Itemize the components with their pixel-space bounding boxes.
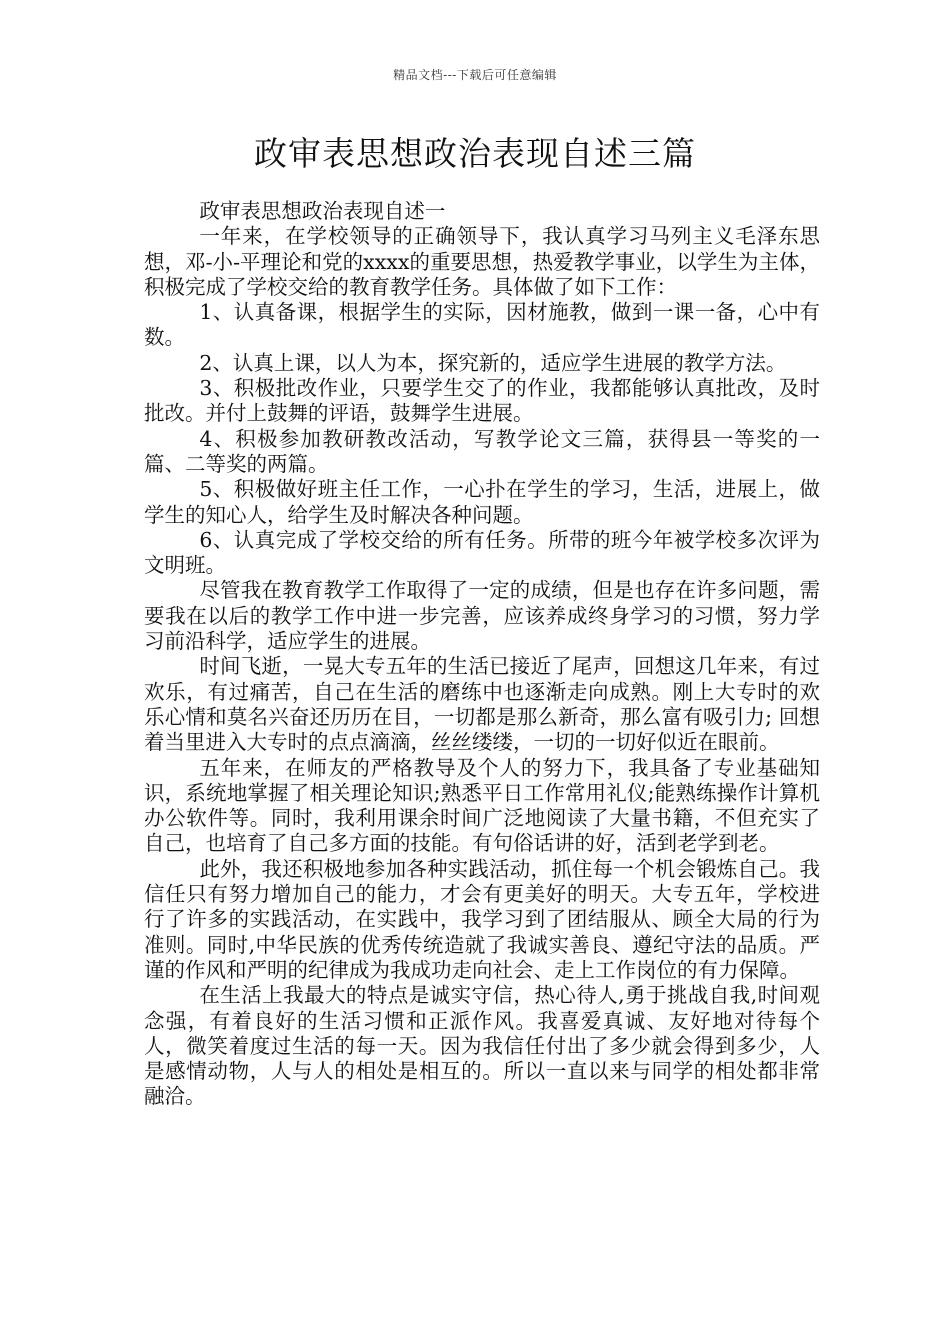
list-item: 6、认真完成了学校交给的所有任务。所带的班今年被学校多次评为文明班。	[144, 527, 820, 578]
document-title: 政审表思想政治表现自述三篇	[254, 134, 696, 173]
list-item: 4、积极参加教研教改活动，写教学论文三篇，获得县一等奖的一篇、二等奖的两篇。	[144, 426, 820, 476]
list-item: 2、认真上课，以人为本，探究新的，适应学生进展的教学方法。	[199, 350, 787, 375]
page-header-note: 精品文档---下载后可任意编辑	[393, 68, 557, 82]
paragraph: 在生活上我最大的特点是诚实守信，热心待人,勇于挑战自我,时间观念强，有着良好的生活习惯和正派作风。我喜爱真诚、友好地对待每个人，微笑着度过生活的每一天。因为我信任付出了多少就会得到多少，人是感情动物，人与人的相处是相互的。所以一直以来与同学的相处都非常融洽。	[144, 983, 820, 1109]
list-item: 5、积极做好班主任工作，一心扑在学生的学习，生活，进展上，做学生的知心人，给学生及时解决各种问题。	[144, 477, 820, 527]
section-heading: 政审表思想政治表现自述一	[199, 199, 446, 223]
paragraph: 尽管我在教育教学工作取得了一定的成绩，但是也存在许多问题，需要我在以后的教学工作中进一步完善，应该养成终身学习的习惯，努力学习前沿科学，适应学生的进展。	[144, 578, 820, 654]
paragraph: 此外，我还积极地参加各种实践活动，抓住每一个机会锻炼自己。我信任只有努力增加自己的能力，才会有更美好的明天。大专五年，学校进行了许多的实践活动，在实践中，我学习到了团结服从、顾全大局的行为准则。同时,中华民族的优秀传统造就了我诚实善良、遵纪守法的品质。严谨的作风和严明的纪律成为我成功走向社会、走上工作岗位的有力保障。	[144, 856, 820, 982]
paragraph: 一年来，在学校领导的正确领导下，我认真学习马列主义毛泽东思想，邓-小-平理论和党的xxxx的重要思想，热爱教学事业，以学生为主体，积极完成了学校交给的教育教学任务。具体做了如下工作：	[144, 224, 820, 299]
paragraph: 五年来，在师友的严格教导及个人的努力下，我具备了专业基础知识，系统地掌握了相关理论知识;熟悉平日工作常用礼仪;能熟练操作计算机办公软件等。同时，我利用课余时间广泛地阅读了大量书籍，不但充实了自己，也培育了自己多方面的技能。有句俗话讲的好，活到老学到老。	[144, 755, 820, 856]
list-item: 3、积极批改作业，只要学生交了的作业，我都能够认真批改，及时批改。并付上鼓舞的评语，鼓舞学生进展。	[144, 376, 820, 426]
paragraph: 时间飞逝，一晃大专五年的生活已接近了尾声，回想这几年来，有过欢乐，有过痛苦，自己在生活的磨练中也逐渐走向成熟。刚上大专时的欢乐心情和莫名兴奋还历历在目，一切都是那么新奇，那么富有吸引力; 回想着当里进入大专时的点点滴滴，丝丝缕缕，一切的一切好似近在眼前。	[144, 654, 820, 755]
list-item: 1、认真备课，根据学生的实际，因材施教，做到一课一备，心中有数。	[144, 300, 820, 350]
document-body	[144, 199, 820, 1110]
